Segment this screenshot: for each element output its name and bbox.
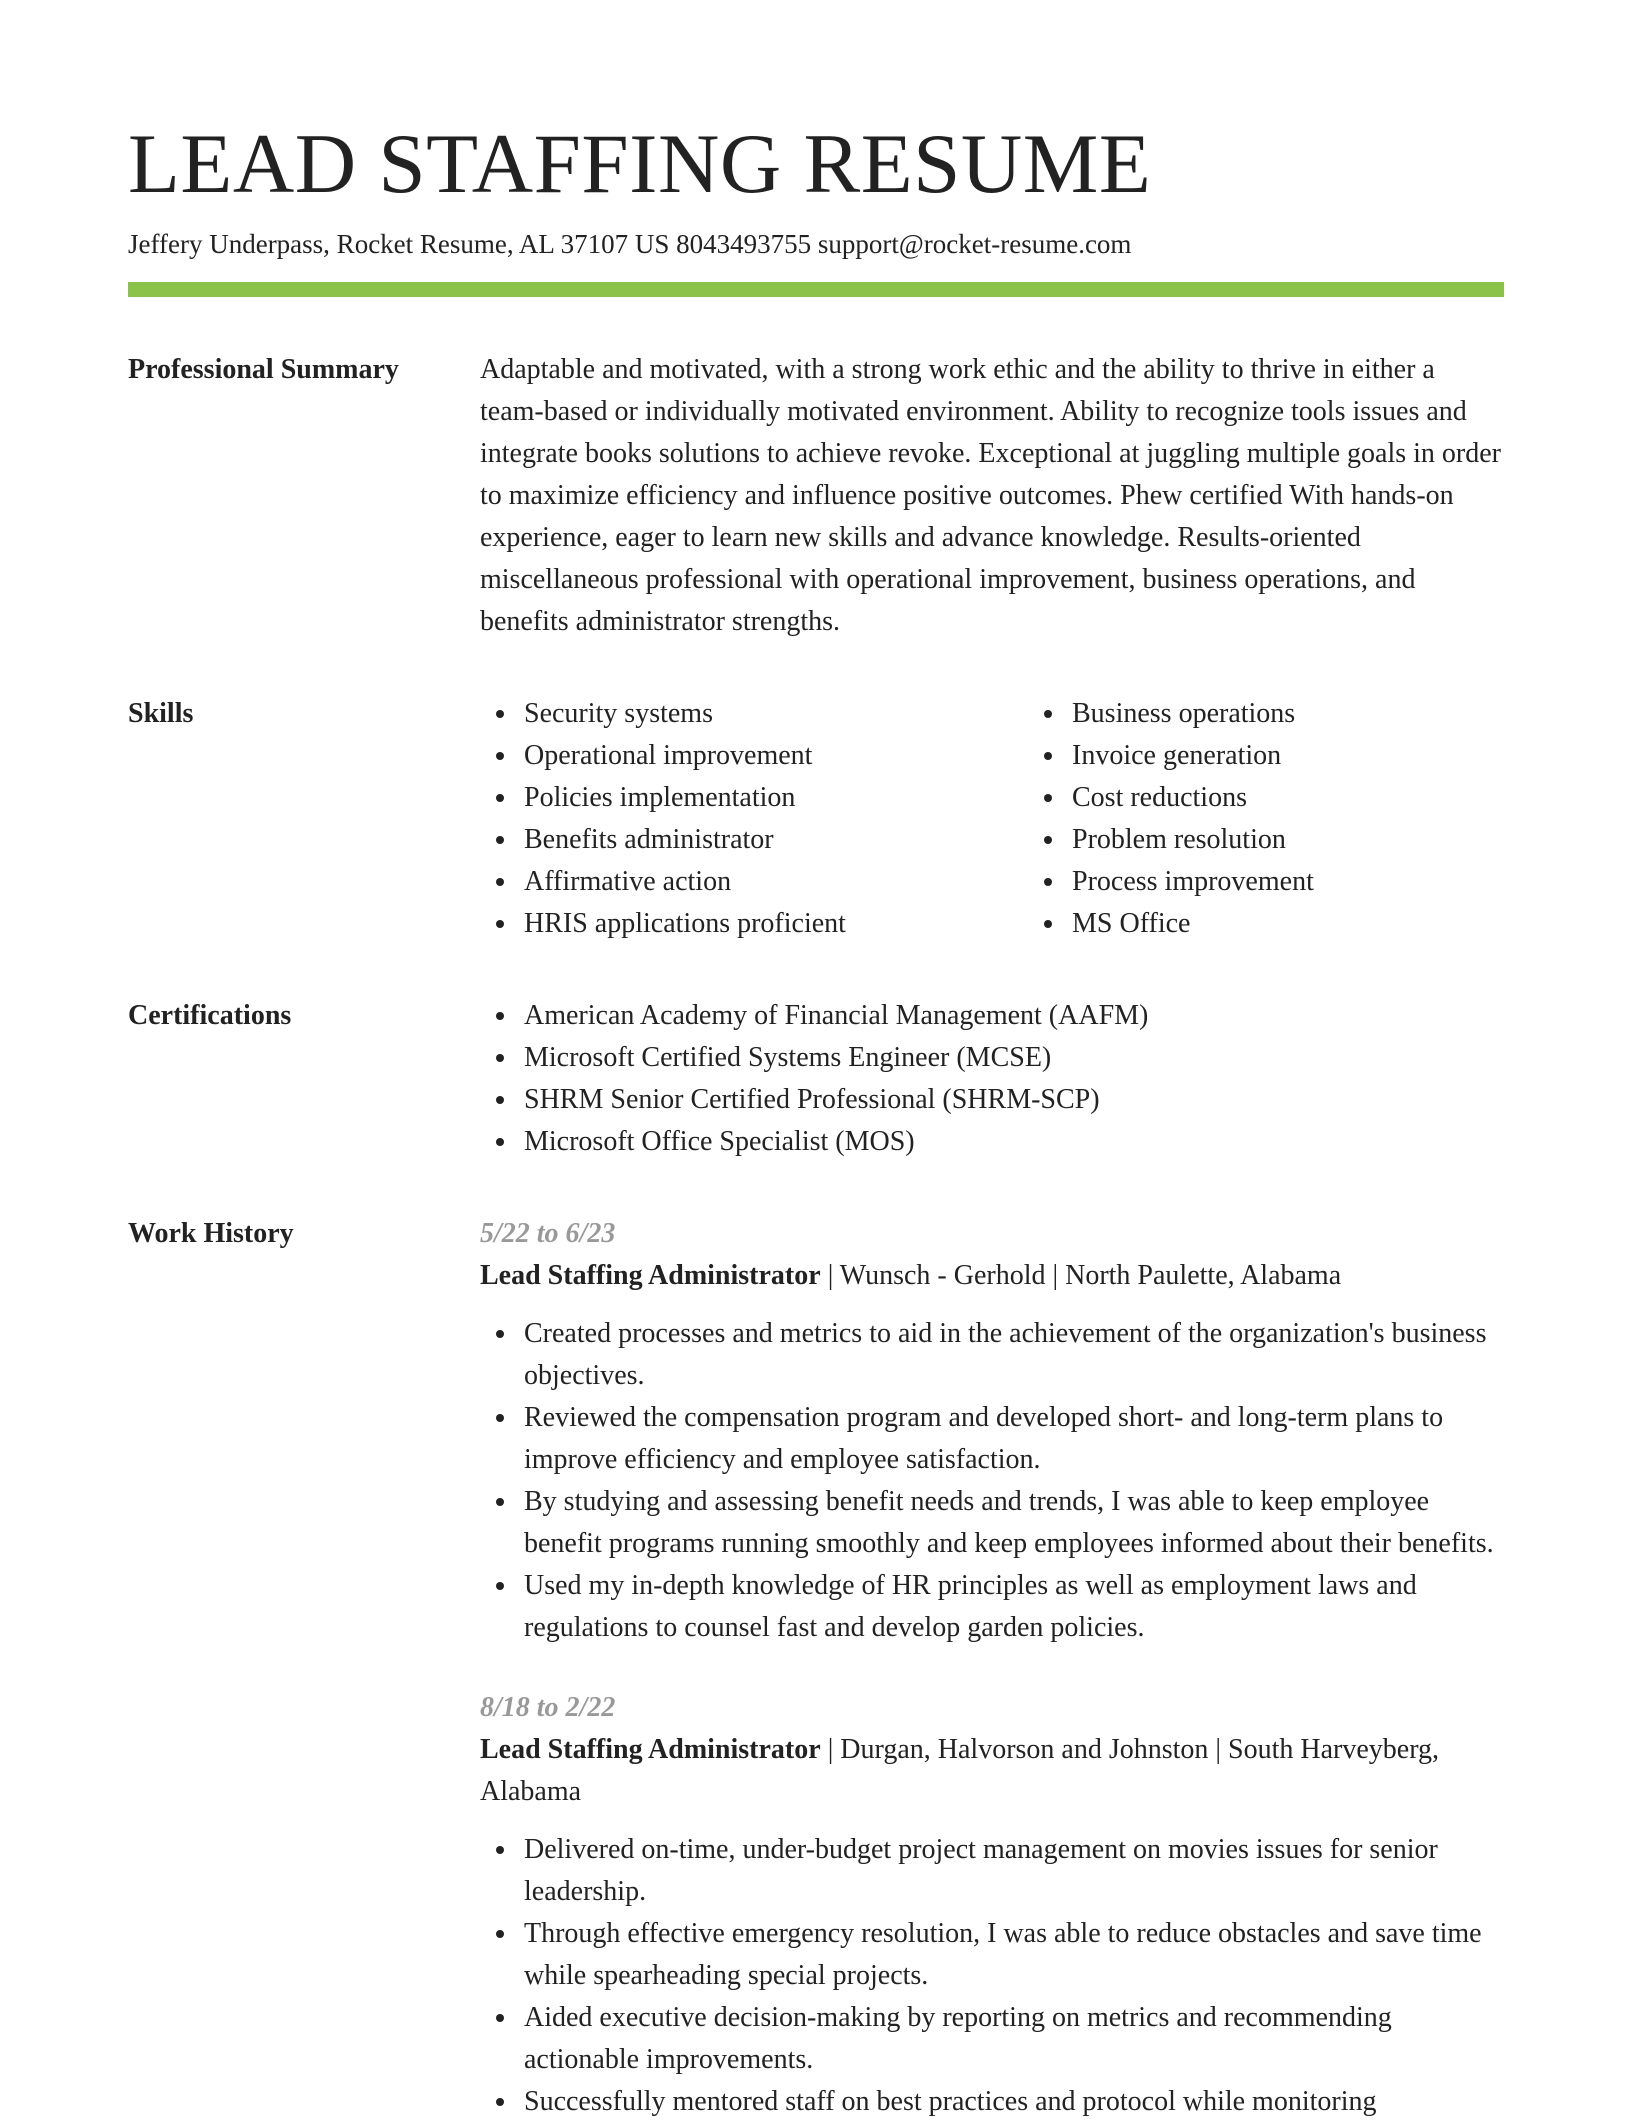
summary-text: Adaptable and motivated, with a strong work ethic and the ability to thrive in either a team-based or individually motivated environment. Ability to recognize tools issues and integrate books solutions to achieve revoke. Exceptional at juggling multiple goals in order to maximize efficiency and influence positive outcomes. Phew certified With hands-on experience, eager to learn new skills and advance knowledge. Results-oriented miscellaneous professional with operational improvement, business operations, and benefits administrator strengths. <box>480 354 1501 638</box>
section-work-history <box>128 1213 1504 2123</box>
skill-item: HRIS applications proficient <box>524 903 1028 945</box>
job-dates: 5/22 to 6/23 <box>480 1218 616 1250</box>
page-title: LEAD STAFFING RESUME <box>128 117 1152 211</box>
accent-divider <box>128 282 1504 297</box>
skill-item: MS Office <box>1072 903 1576 945</box>
section-label-certifications: Certifications <box>128 1000 292 1032</box>
job-bullet: Aided executive decision-making by reporting on metrics and recommending actionable improvements. <box>524 1997 1504 2081</box>
job-bullet: Delivered on-time, under-budget project management on movies issues for senior leadership. <box>524 1829 1504 1913</box>
job-bullet: Successfully mentored staff on best practices and protocol while monitoring <box>524 2081 1504 2123</box>
certification-item: Microsoft Certified Systems Engineer (MCSE) <box>524 1037 1504 1079</box>
certification-item: American Academy of Financial Management (AAFM) <box>524 995 1504 1037</box>
skill-item: Invoice generation <box>1072 735 1576 777</box>
job-entry <box>480 1213 1504 1649</box>
job-heading <box>480 1729 1504 1813</box>
section-body-summary <box>480 349 1504 643</box>
job-bullets <box>480 1829 1504 2123</box>
job-employer-location: | Wunsch - Gerhold | North Paulette, Alabama <box>820 1260 1342 1292</box>
job-bullet: Through effective emergency resolution, I was able to reduce obstacles and save time while spearheading special projects. <box>524 1913 1504 1997</box>
certifications-list <box>480 995 1504 1163</box>
skill-item: Affirmative action <box>524 861 1028 903</box>
skill-item: Operational improvement <box>524 735 1028 777</box>
skill-item: Process improvement <box>1072 861 1576 903</box>
certification-item: SHRM Senior Certified Professional (SHRM-SCP) <box>524 1079 1504 1121</box>
job-entry <box>480 1687 1504 2123</box>
job-title: Lead Staffing Administrator <box>480 1734 821 1766</box>
job-bullet: Created processes and metrics to aid in the achievement of the organization's business objectives. <box>524 1313 1504 1397</box>
job-heading <box>480 1255 1504 1297</box>
skill-item: Business operations <box>1072 693 1576 735</box>
job-bullet: Reviewed the compensation program and developed short- and long-term plans to improve efficiency and employee satisfaction. <box>524 1397 1504 1481</box>
section-certifications <box>128 995 1504 1163</box>
job-dates: 8/18 to 2/22 <box>480 1692 616 1724</box>
skill-item: Security systems <box>524 693 1028 735</box>
skills-list-left <box>480 693 1028 945</box>
certification-item: Microsoft Office Specialist (MOS) <box>524 1121 1504 1163</box>
skill-item: Problem resolution <box>1072 819 1576 861</box>
section-body-certifications <box>480 995 1504 1163</box>
job-bullet: Used my in-depth knowledge of HR principles as well as employment laws and regulations to counsel fast and develop garden policies. <box>524 1565 1504 1649</box>
skills-grid <box>480 693 1576 945</box>
job-title: Lead Staffing Administrator <box>480 1260 821 1292</box>
section-label-skills: Skills <box>128 698 194 730</box>
skill-item: Cost reductions <box>1072 777 1576 819</box>
job-bullets <box>480 1313 1504 1649</box>
section-label-summary: Professional Summary <box>128 354 399 386</box>
contact-line: Jeffery Underpass, Rocket Resume, AL 37107 US 8043493755 support@rocket-resume.com <box>128 229 1132 260</box>
job-bullet: By studying and assessing benefit needs and trends, I was able to keep employee benefit programs running smoothly and keep employees informed about their benefits. <box>524 1481 1504 1565</box>
skills-list-right <box>1028 693 1576 945</box>
skill-item: Benefits administrator <box>524 819 1028 861</box>
job-employer-location: | Durgan, Halvorson and Johnston | South Harveyberg, Alabama <box>480 1734 1440 1808</box>
section-skills <box>128 693 1504 945</box>
section-professional-summary <box>128 349 1504 643</box>
section-label-work-history: Work History <box>128 1218 294 1250</box>
section-body-work-history <box>480 1213 1504 2123</box>
skill-item: Policies implementation <box>524 777 1028 819</box>
